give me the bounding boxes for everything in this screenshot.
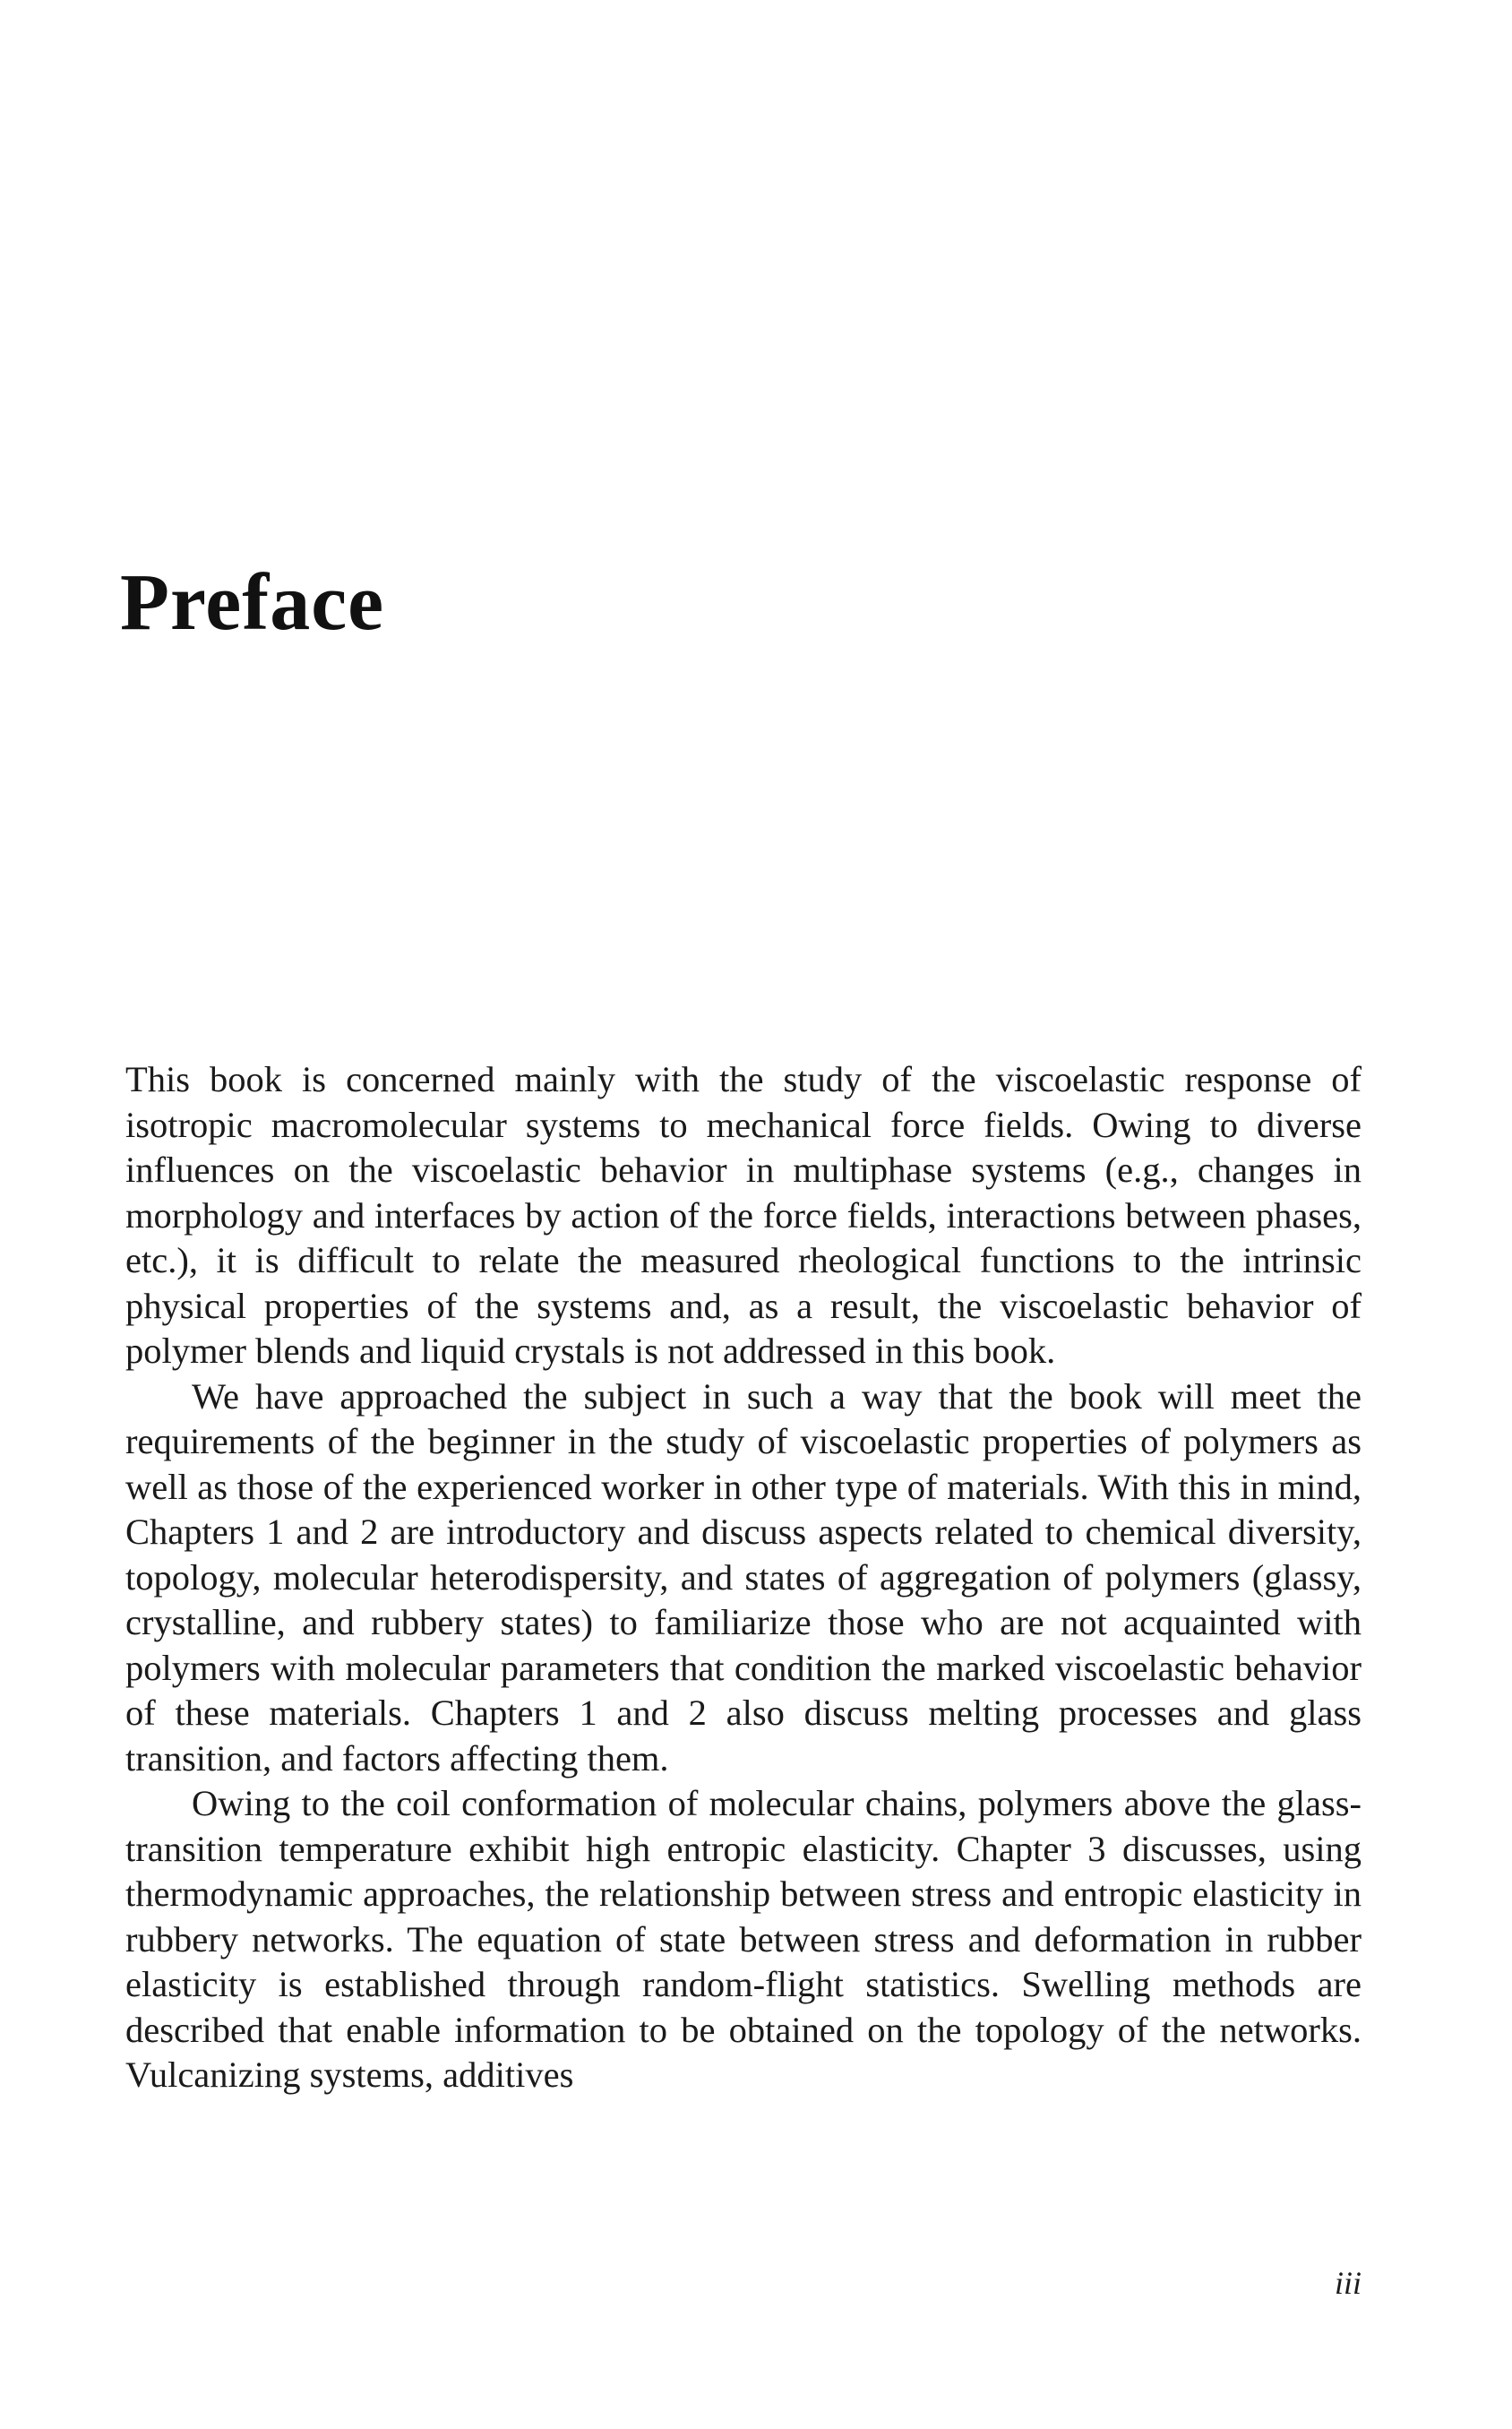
page-title: Preface xyxy=(120,558,385,647)
paragraph-3: Owing to the coil conformation of molecular chains, polymers above the glass-transition temperature exhibit high entropic elasticity. Chapter 3 discusses, using thermodynamic approaches, the relationship between stress and entropic elasticity in rubbery networks. The equation of state between stress and deformation in rubber elasticity is established through random-flight statistics. Swelling methods are described that enable information to be obtained on the topology of the networks. Vulcanizing systems, additives xyxy=(125,1783,1362,2095)
preface-body xyxy=(125,1057,1362,2098)
paragraph-1: This book is concerned mainly with the study of the viscoelastic response of isotropic macromolecular systems to mechanical force fields. Owing to diverse influences on the viscoelastic behavior in multiphase systems (e.g., changes in morphology and interfaces by action of the force fields, interactions between phases, etc.), it is difficult to relate the measured rheological functions to the intrinsic physical properties of the systems and, as a result, the viscoelastic behavior of polymer blends and liquid crystals is not addressed in this book. xyxy=(125,1059,1362,1371)
page-number: iii xyxy=(1334,2265,1362,2301)
paragraph-2: We have approached the subject in such a way that the book will meet the requirements of the beginner in the study of viscoelastic properties of polymers as well as those of the experienced worker in other type of materials. With this in mind, Chapters 1 and 2 are introductory and discuss aspects related to chemical diversity, topology, molecular heterodispersity, and states of aggregation of polymers (glassy, crystalline, and rubbery states) to familiarize those who are not acquainted with polymers with molecular parameters that condition the marked viscoelastic behavior of these materials. Chapters 1 and 2 also discuss melting processes and glass transition, and factors affecting them. xyxy=(125,1375,1362,1779)
